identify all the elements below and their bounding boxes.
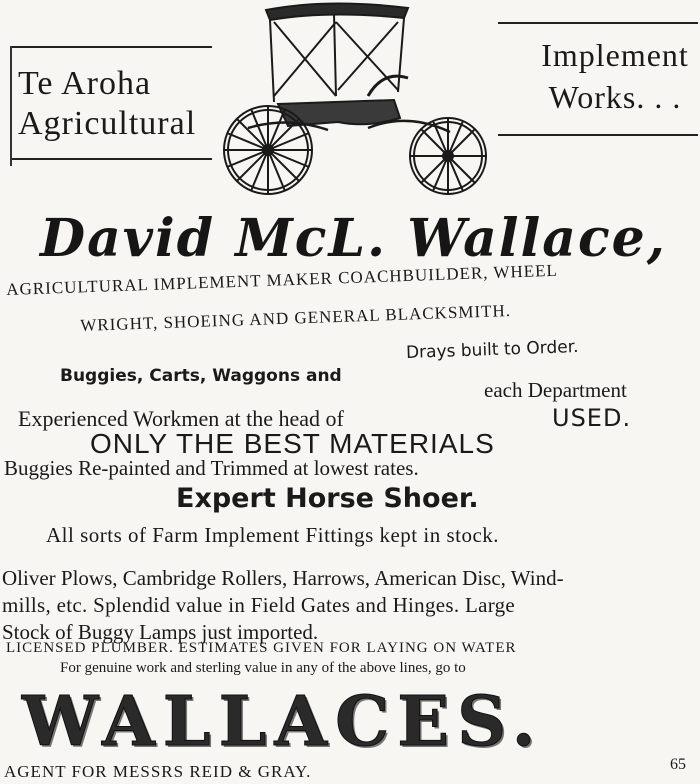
wallaces-heading: WALLACES. (22, 682, 544, 762)
each-department-line: each Department (484, 378, 627, 402)
repainted-line: Buggies Re-painted and Trimmed at lowest rates. (4, 456, 419, 480)
right-title (530, 34, 700, 118)
mid-left-rule (12, 158, 212, 160)
fittings-line: All sorts of Farm Implement Fittings kept in stock. (46, 523, 500, 547)
buggies-line: Buggies, Carts, Waggons and (60, 366, 342, 386)
best-materials-line: ONLY THE BEST MATERIALS (90, 428, 495, 459)
agent-line: AGENT FOR MESSRS REID & GRAY. (4, 762, 312, 781)
drays-line: Drays built to Order. (405, 336, 579, 364)
right-title-line2: Works. . . (548, 79, 682, 115)
right-title-line1: Implement (541, 37, 689, 73)
experienced-line: Experienced Workmen at the head of (18, 406, 344, 431)
left-vertical-rule (10, 46, 12, 166)
proprietor-name: David McL. Wallace, (40, 208, 667, 269)
products-line3: Stock of Buggy Lamps just imported. (2, 620, 319, 644)
top-right-rule (498, 22, 698, 24)
trades-line2: WRIGHT, SHOEING AND GENERAL BLACKSMITH. (80, 300, 512, 335)
page-number: 65 (670, 756, 686, 773)
products-line2: mills, etc. Splendid value in Field Gates and Hinges. Large (2, 593, 516, 617)
top-left-rule (12, 46, 212, 48)
used-line: USED. (552, 404, 632, 432)
genuine-line: For genuine work and sterling value in any of the above lines, go to (60, 660, 466, 676)
left-title-line2: Agricultural (18, 105, 197, 142)
left-title-line1: Te Aroha (18, 65, 152, 102)
left-title (18, 64, 196, 144)
plumber-line: LICENSED PLUMBER. ESTIMATES GIVEN FOR LAYING ON WATER (6, 640, 517, 656)
trades-line1: AGRICULTURAL IMPLEMENT MAKER COACHBUILDER, WHEEL (6, 260, 559, 299)
products-line1: Oliver Plows, Cambridge Rollers, Harrows, American Disc, Wind- (2, 566, 564, 590)
horse-shoer-line: Expert Horse Shoer. (176, 483, 479, 514)
mid-right-rule (498, 134, 698, 136)
buggy-carriage-icon (218, 0, 500, 200)
